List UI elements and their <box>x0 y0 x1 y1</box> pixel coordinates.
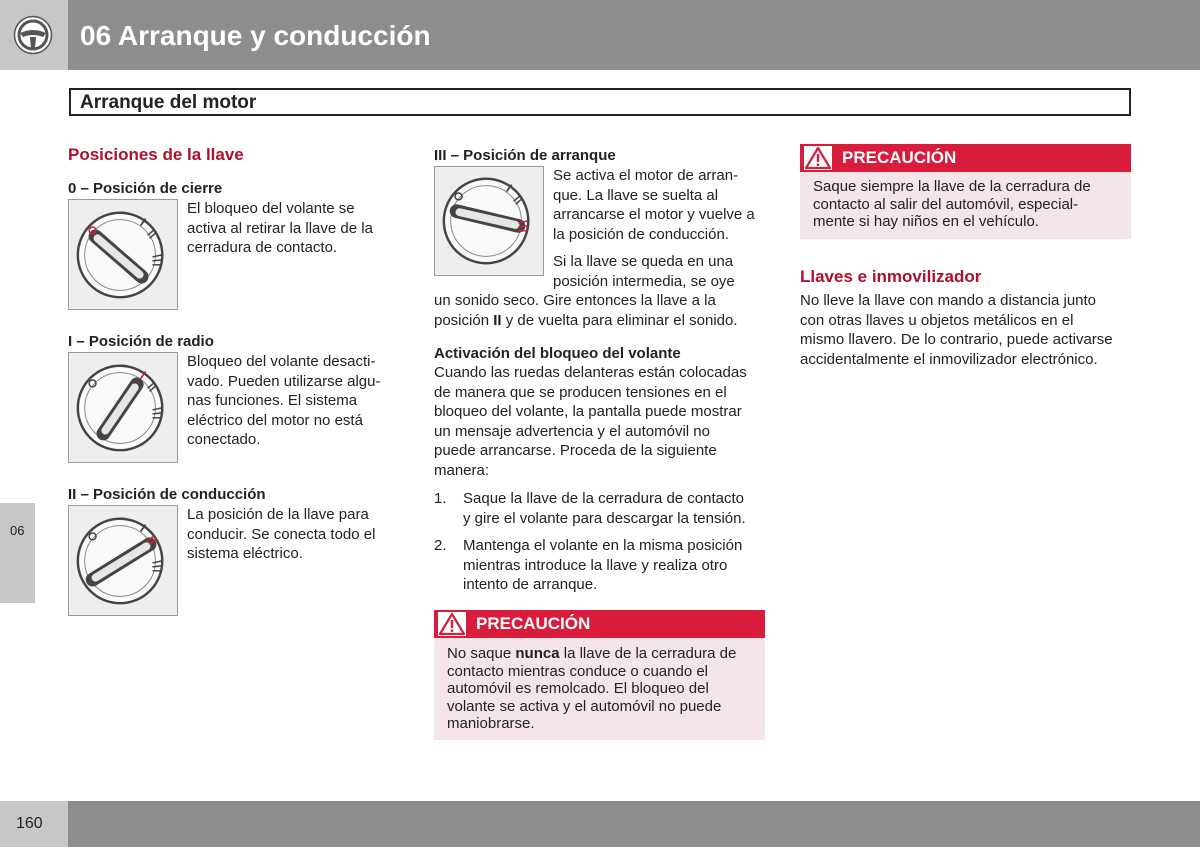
position-2-description: La posición de la llave para conducir. Se conecta todo el sistema eléctrico. <box>187 506 376 562</box>
keys-immobilizer-description: No lleve la llave con mando a distancia junto con otras llaves u objetos metálicos en el mismo llavero. De lo contrario, puede activarse accidentalmente el inmovilizador electrónico. <box>800 292 1113 368</box>
steering-lock-title: Activación del bloqueo del volante <box>434 345 681 362</box>
position-2-title: II – Posición de conducción <box>68 486 266 503</box>
ignition-dial-position-0-image <box>68 199 178 310</box>
position-1-title: I – Posición de radio <box>68 333 214 350</box>
ignition-dial-position-1-image <box>68 352 178 463</box>
steering-lock-steps <box>434 489 746 603</box>
position-0-description: El bloqueo del volante se activa al retirar la llave de la cerradura de contacto. <box>187 200 373 256</box>
position-1-description: Bloqueo del volante desacti- vado. Pueden utilizarse algu- nas funciones. El sistema eléctrico del motor no está conectado. <box>187 353 381 448</box>
warning-triangle-icon <box>438 612 466 636</box>
footer-bar <box>68 801 1200 847</box>
steering-lock-description: Cuando las ruedas delanteras están colocadas de manera que se producen tensiones en el bloqueo del volante, la pantalla puede mostrar un mensaje advertencia y el automóvil no puede arrancarse. Proceda de la siguiente manera: <box>434 364 747 479</box>
list-item: 2. Mantenga el volante en la misma posición mientras introduce la llave y realiza otro intento de arranque. <box>434 537 743 593</box>
page-number: 160 <box>16 815 43 832</box>
position-3-title: III – Posición de arranque <box>434 147 616 164</box>
warning-title: PRECAUCIÓN <box>842 148 957 167</box>
warning-box-steering-lock <box>434 610 765 740</box>
key-positions-heading: Posiciones de la llave <box>68 145 244 164</box>
position-3-note-start: Si la llave se queda en una posición intermedia, se oye <box>553 253 735 290</box>
section-title: Arranque del motor <box>80 92 257 113</box>
steering-wheel-icon <box>13 15 53 55</box>
list-item: 1. Saque la llave de la cerradura de contacto y gire el volante para descargar la tensión. <box>434 490 746 527</box>
chapter-side-tab-label: 06 <box>10 523 25 538</box>
warning-header <box>434 610 765 638</box>
keys-immobilizer-heading: Llaves e inmovilizador <box>800 267 982 286</box>
warning-header <box>800 144 1131 172</box>
header-icon-box <box>0 0 68 70</box>
warning-box-remove-key <box>800 144 1131 239</box>
position-3-description: Se activa el motor de arran- que. La llave se suelta al arrancarse el motor y vuelve a la posición de conducción. <box>553 167 755 243</box>
warning-triangle-icon <box>804 146 832 170</box>
ignition-dial-position-2-image <box>68 505 178 616</box>
warning-title: PRECAUCIÓN <box>476 614 591 633</box>
warning-text: Saque siempre la llave de la cerradura de contacto al salir del automóvil, especial- mente si hay niños en el vehículo. <box>813 178 1091 230</box>
chapter-title: 06 Arranque y conducción <box>80 20 431 51</box>
position-3-note-end: un sonido seco. Gire entonces la llave a la posición II y de vuelta para eliminar el sonido. <box>434 292 738 329</box>
chapter-side-tab <box>0 503 35 603</box>
warning-text: No saque nunca la llave de la cerradura de contacto mientras conduce o cuando el automóvil es remolcado. El bloqueo del volante se activa y el automóvil no puede maniobrarse. <box>447 645 737 732</box>
position-0-title: 0 – Posición de cierre <box>68 180 223 197</box>
ignition-dial-position-3-image <box>434 166 544 276</box>
